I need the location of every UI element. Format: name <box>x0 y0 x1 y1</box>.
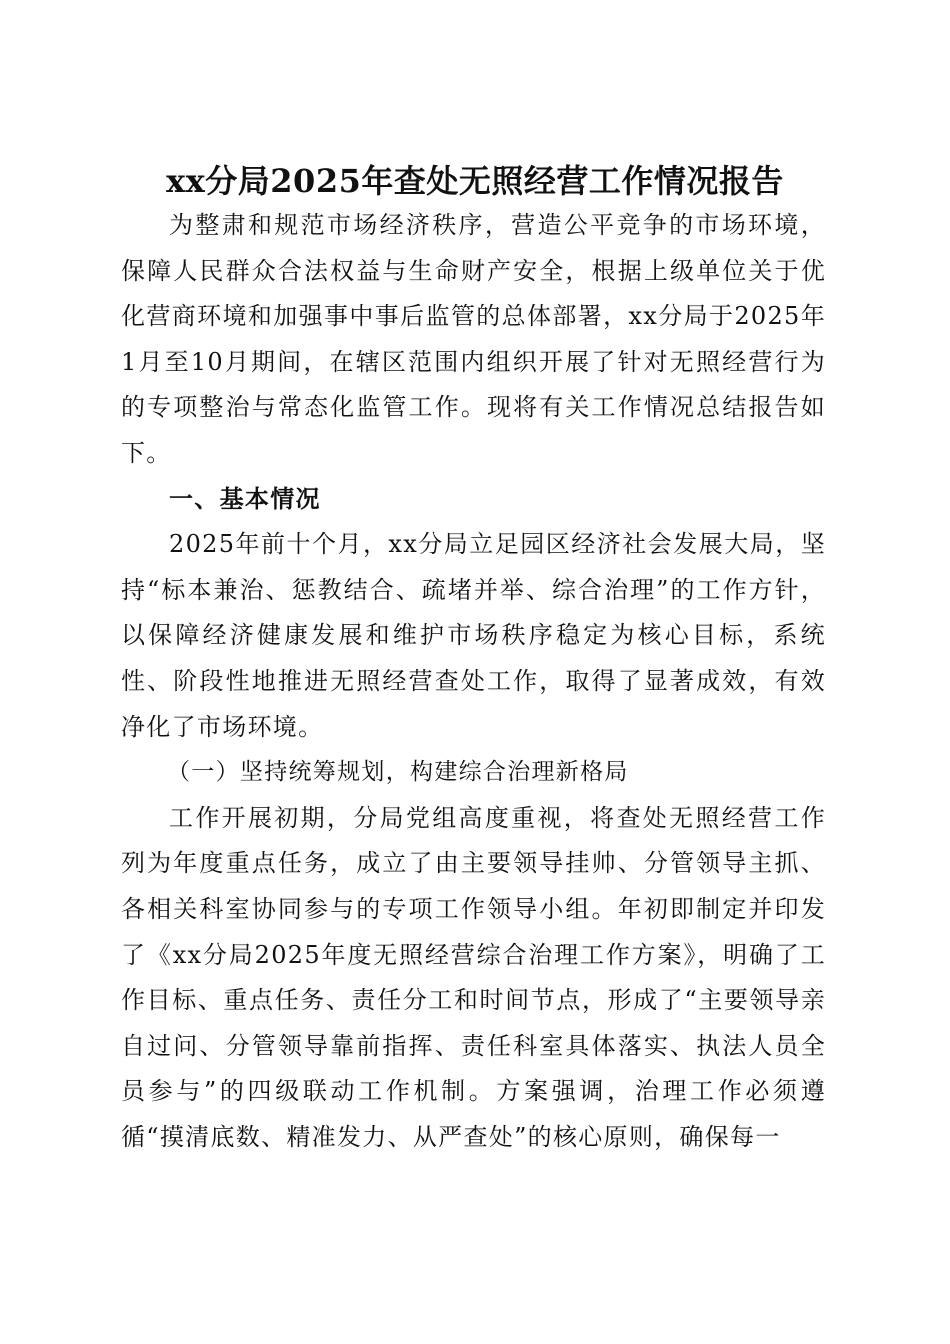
section-paragraph: 2025年前十个月，xx分局立足园区经济社会发展大局，坚持“标本兼治、惩教结合、疏堵并举、综合治理”的工作方针，以保障经济健康发展和维护市场秩序稳定为核心目标，系统性、阶段性地推进无照经营查处工作，取得了显著成效，有效净化了市场环境。 <box>121 530 826 741</box>
section-heading-basic-situation: 一、基本情况 <box>169 484 321 513</box>
subsection-heading: （一）坚持统筹规划，构建综合治理新格局 <box>167 759 629 786</box>
document-body <box>121 203 826 1160</box>
subsection-paragraph: 工作开展初期，分局党组高度重视，将查处无照经营工作列为年度重点任务，成立了由主要领导挂帅、分管领导主抓、各相关科室协同参与的专项工作领导小组。年初即制定并印发了《xx分局2025年度无照经营综合治理工作方案》，明确了工作目标、重点任务、责任分工和时间节点，形成了“主要领导亲自过问、分管领导靠前指挥、责任科室具体落实、执法人员全员参与”的四级联动工作机制。方案强调，治理工作必须遵循“摸清底数、精准发力、从严查处”的核心原则，确保每一 <box>121 803 826 1151</box>
document-title: xx分局2025年查处无照经营工作情况报告 <box>166 162 784 201</box>
intro-paragraph: 为整肃和规范市场经济秩序，营造公平竞争的市场环境，保障人民群众合法权益与生命财产安全，根据上级单位关于优化营商环境和加强事中事后监管的总体部署，xx分局于2025年1月至10月期间，在辖区范围内组织开展了针对无照经营行为的专项整治与常态化监管工作。现将有关工作情况总结报告如下。 <box>121 211 826 467</box>
